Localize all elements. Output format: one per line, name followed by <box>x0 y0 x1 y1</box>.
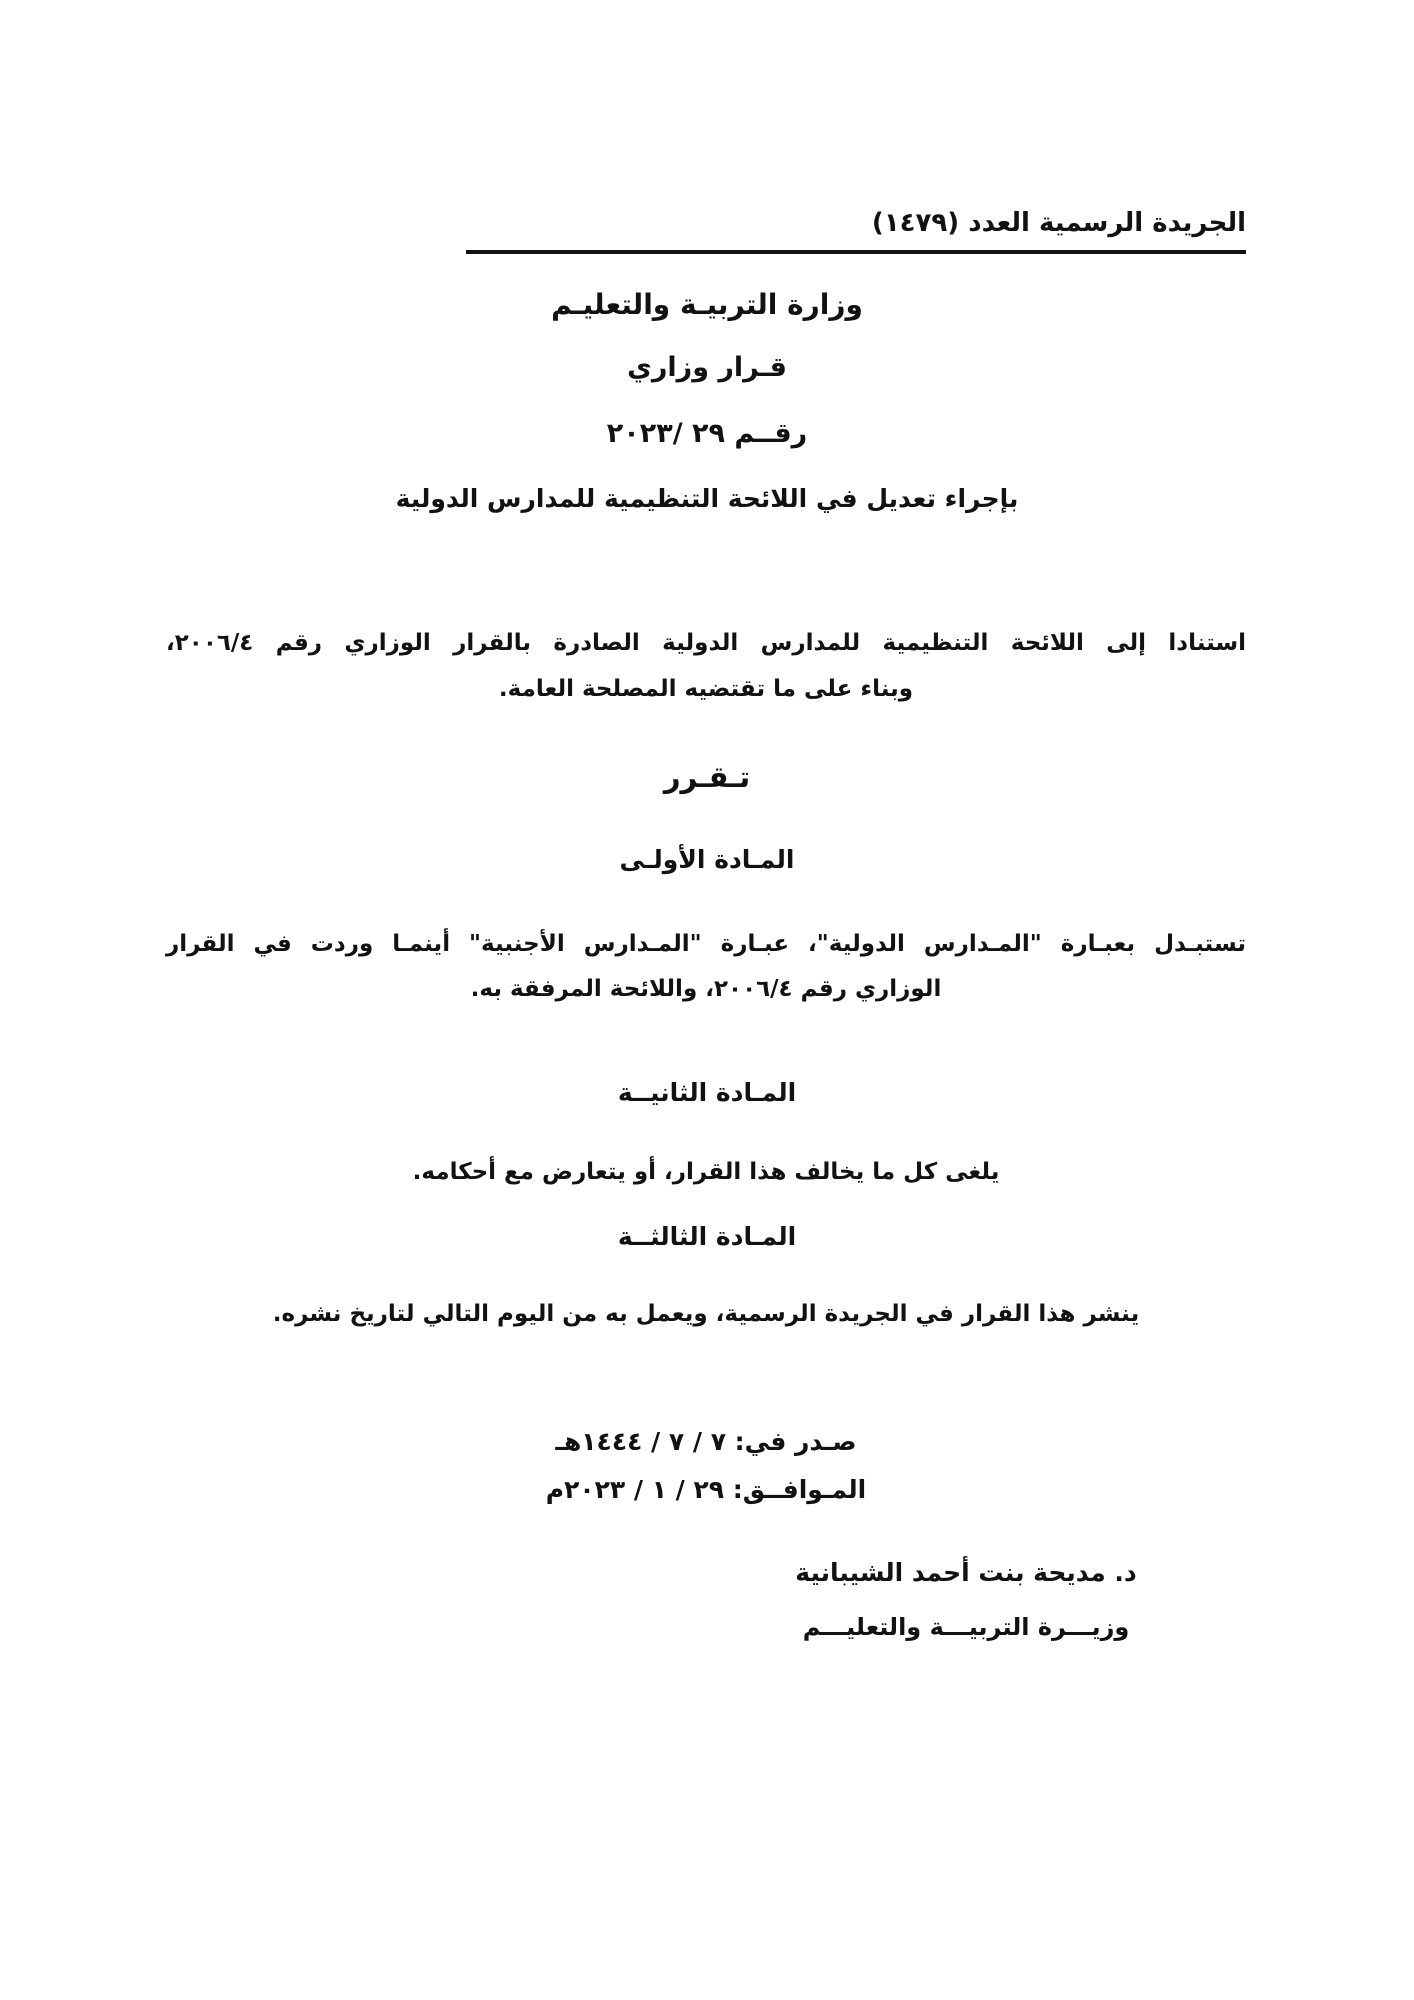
issue-date-block <box>166 1418 1246 1513</box>
hijri-date: صـدر في: ٧ / ٧ / ١٤٤٤هـ <box>555 1427 857 1456</box>
article-three-body <box>166 1292 1246 1337</box>
signatory-name: د. مديحة بنت أحمد الشيبانية <box>795 1558 1137 1587</box>
article-one-heading: المـادة الأولـى <box>619 845 795 874</box>
article-one-line-1: تستبـدل بعبـارة "المـدارس الدولية"، عبـارة "المـدارس الأجنبية" أينمـا وردت في القرار <box>166 931 1246 957</box>
preamble-block <box>166 620 1246 712</box>
decision-number: رقــم ٢٩ /٢٠٢٣ <box>606 418 808 449</box>
signature-block <box>686 1558 1246 1641</box>
decision-subject: بإجراء تعديل في اللائحة التنظيمية للمدارس الدولية <box>395 484 1019 513</box>
preamble-line-1: استنادا إلى اللائحة التنظيمية للمدارس الدولية الصادرة بالقرار الوزاري رقم ٢٠٠٦/٤، <box>166 630 1246 656</box>
article-two-line-1: يلغى كل ما يخالف هذا القرار، أو يتعارض مع أحكامه. <box>412 1159 1000 1185</box>
preamble-line-2: وبناء على ما تقتضيه المصلحة العامة. <box>498 676 914 702</box>
header-rule-divider <box>466 250 1246 254</box>
article-three-heading: المـادة الثالثــة <box>617 1222 797 1251</box>
article-two-body <box>166 1150 1246 1195</box>
gazette-running-header <box>166 208 1246 239</box>
article-three-line-1: ينشر هذا القرار في الجريدة الرسمية، ويعمل به من اليوم التالي لتاريخ نشره. <box>272 1301 1140 1327</box>
gazette-issue-label: الجريدة الرسمية العدد (١٤٧٩) <box>871 208 1246 238</box>
gregorian-date: المـوافــق: ٢٩ / ١ / ٢٠٢٣م <box>545 1474 867 1504</box>
decision-kind-label: قـرار وزاري <box>627 352 787 383</box>
ministry-title: وزارة التربيـة والتعليـم <box>551 288 863 321</box>
resolves-keyword: تـقـرر <box>663 760 751 794</box>
article-one-body <box>166 922 1246 1012</box>
signatory-role: وزيـــرة التربيـــة والتعليـــم <box>802 1613 1130 1641</box>
article-one-line-2: الوزاري رقم ٢٠٠٦/٤، واللائحة المرفقة به. <box>470 975 942 1002</box>
article-two-heading: المـادة الثانيــة <box>617 1078 797 1107</box>
